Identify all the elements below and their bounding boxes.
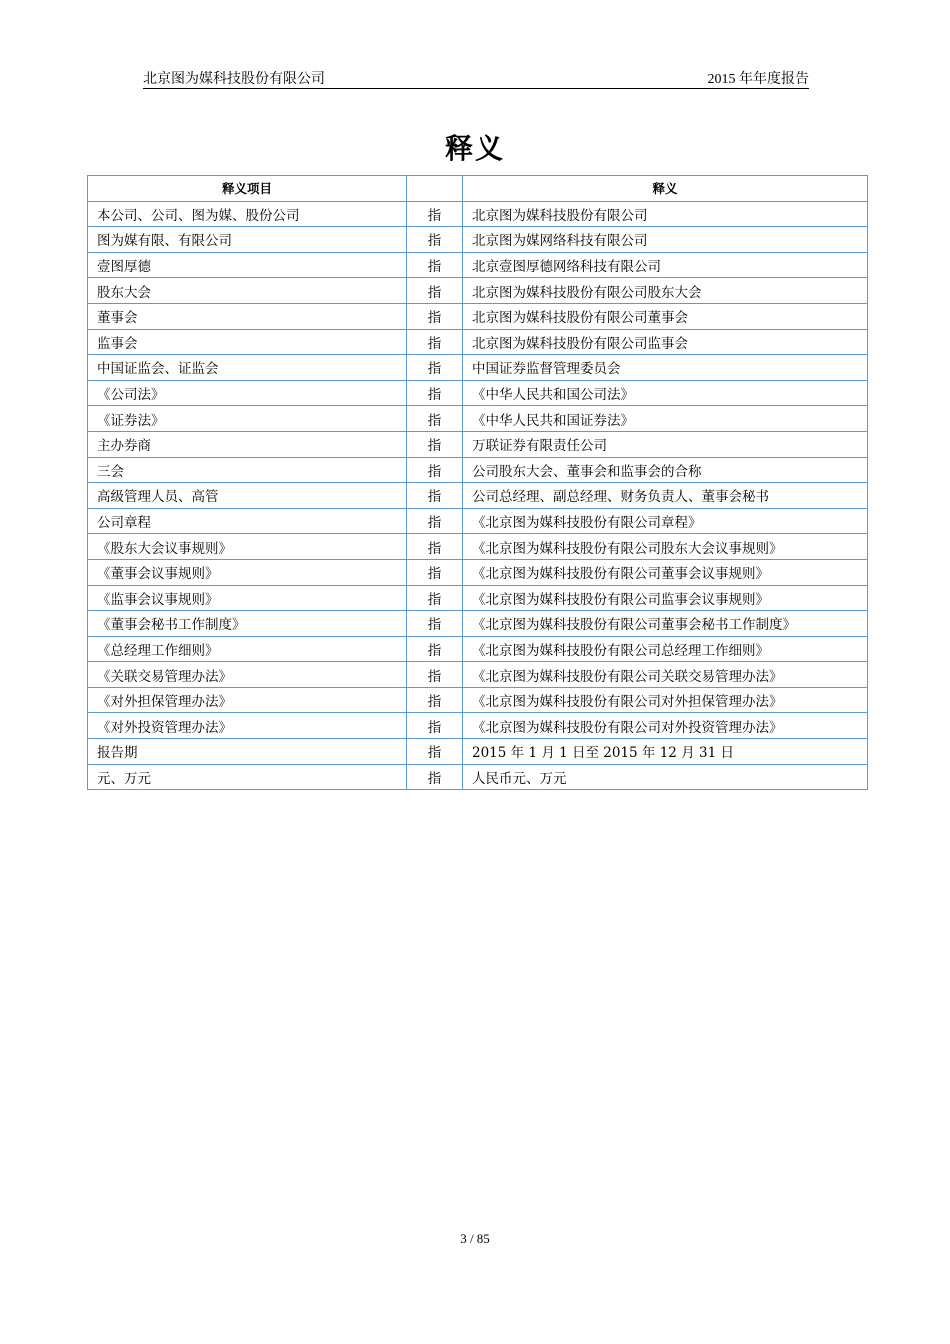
term-cell: 《总经理工作细则》 xyxy=(88,636,407,662)
table-row xyxy=(88,201,868,227)
table-row xyxy=(88,764,868,790)
table-row xyxy=(88,303,868,329)
definition-cell: 北京图为媒科技股份有限公司 xyxy=(463,201,868,227)
table-row xyxy=(88,380,868,406)
definition-cell: 2015 年 1 月 1 日至 2015 年 12 月 31 日 xyxy=(463,739,868,765)
definition-cell: 《北京图为媒科技股份有限公司股东大会议事规则》 xyxy=(463,534,868,560)
refers-cell: 指 xyxy=(407,303,463,329)
refers-cell: 指 xyxy=(407,559,463,585)
term-cell: 图为媒有限、有限公司 xyxy=(88,227,407,253)
term-cell: 《公司法》 xyxy=(88,380,407,406)
refers-cell: 指 xyxy=(407,611,463,637)
refers-cell: 指 xyxy=(407,483,463,509)
term-cell: 监事会 xyxy=(88,329,407,355)
term-cell: 本公司、公司、图为媒、股份公司 xyxy=(88,201,407,227)
definition-cell: 《中华人民共和国证券法》 xyxy=(463,406,868,432)
table-row xyxy=(88,329,868,355)
definition-cell: 北京图为媒科技股份有限公司董事会 xyxy=(463,303,868,329)
refers-cell: 指 xyxy=(407,355,463,381)
definition-cell: 公司总经理、副总经理、财务负责人、董事会秘书 xyxy=(463,483,868,509)
refers-cell: 指 xyxy=(407,636,463,662)
header-term: 释义项目 xyxy=(88,176,407,202)
definition-cell: 北京壹图厚德网络科技有限公司 xyxy=(463,252,868,278)
term-cell: 公司章程 xyxy=(88,508,407,534)
refers-cell: 指 xyxy=(407,278,463,304)
table-body xyxy=(88,201,868,790)
term-cell: 《董事会秘书工作制度》 xyxy=(88,611,407,637)
header-company-name: 北京图为媒科技股份有限公司 xyxy=(143,71,325,87)
term-cell: 《监事会议事规则》 xyxy=(88,585,407,611)
refers-cell: 指 xyxy=(407,739,463,765)
definition-cell: 《北京图为媒科技股份有限公司监事会议事规则》 xyxy=(463,585,868,611)
refers-cell: 指 xyxy=(407,431,463,457)
refers-cell: 指 xyxy=(407,764,463,790)
table-row xyxy=(88,227,868,253)
term-cell: 报告期 xyxy=(88,739,407,765)
table-row xyxy=(88,559,868,585)
page-header xyxy=(143,66,809,89)
refers-cell: 指 xyxy=(407,252,463,278)
table-row xyxy=(88,687,868,713)
refers-cell: 指 xyxy=(407,457,463,483)
table-row xyxy=(88,252,868,278)
table-row xyxy=(88,739,868,765)
header-definition: 释义 xyxy=(463,176,868,202)
page-title: 释义 xyxy=(444,132,505,165)
refers-cell: 指 xyxy=(407,534,463,560)
definition-cell: 《北京图为媒科技股份有限公司董事会秘书工作制度》 xyxy=(463,611,868,637)
definition-cell: 公司股东大会、董事会和监事会的合称 xyxy=(463,457,868,483)
definition-cell: 《北京图为媒科技股份有限公司对外投资管理办法》 xyxy=(463,713,868,739)
table-row xyxy=(88,457,868,483)
definition-cell: 《北京图为媒科技股份有限公司总经理工作细则》 xyxy=(463,636,868,662)
definition-cell: 北京图为媒科技股份有限公司股东大会 xyxy=(463,278,868,304)
refers-cell: 指 xyxy=(407,201,463,227)
term-cell: 壹图厚德 xyxy=(88,252,407,278)
term-cell: 主办券商 xyxy=(88,431,407,457)
definition-cell: 人民币元、万元 xyxy=(463,764,868,790)
page-number: 3 / 85 xyxy=(460,1231,490,1246)
table-row xyxy=(88,585,868,611)
table-row xyxy=(88,508,868,534)
refers-cell: 指 xyxy=(407,227,463,253)
refers-cell: 指 xyxy=(407,585,463,611)
header-refers xyxy=(407,176,463,202)
term-cell: 元、万元 xyxy=(88,764,407,790)
definition-cell: 《北京图为媒科技股份有限公司董事会议事规则》 xyxy=(463,559,868,585)
definition-cell: 《北京图为媒科技股份有限公司对外担保管理办法》 xyxy=(463,687,868,713)
term-cell: 《对外担保管理办法》 xyxy=(88,687,407,713)
definition-cell: 《北京图为媒科技股份有限公司章程》 xyxy=(463,508,868,534)
table-row xyxy=(88,534,868,560)
refers-cell: 指 xyxy=(407,380,463,406)
definition-cell: 《中华人民共和国公司法》 xyxy=(463,380,868,406)
definition-cell: 万联证券有限责任公司 xyxy=(463,431,868,457)
term-cell: 《证券法》 xyxy=(88,406,407,432)
table-row xyxy=(88,278,868,304)
definition-cell: 《北京图为媒科技股份有限公司关联交易管理办法》 xyxy=(463,662,868,688)
term-cell: 《关联交易管理办法》 xyxy=(88,662,407,688)
table-row xyxy=(88,431,868,457)
table-row xyxy=(88,662,868,688)
definition-cell: 北京图为媒网络科技有限公司 xyxy=(463,227,868,253)
definition-cell: 中国证券监督管理委员会 xyxy=(463,355,868,381)
term-cell: 《对外投资管理办法》 xyxy=(88,713,407,739)
refers-cell: 指 xyxy=(407,687,463,713)
table-row xyxy=(88,713,868,739)
table-row xyxy=(88,406,868,432)
refers-cell: 指 xyxy=(407,508,463,534)
table-row xyxy=(88,355,868,381)
refers-cell: 指 xyxy=(407,406,463,432)
term-cell: 《董事会议事规则》 xyxy=(88,559,407,585)
refers-cell: 指 xyxy=(407,662,463,688)
refers-cell: 指 xyxy=(407,329,463,355)
refers-cell: 指 xyxy=(407,713,463,739)
definition-cell: 北京图为媒科技股份有限公司监事会 xyxy=(463,329,868,355)
term-cell: 高级管理人员、高管 xyxy=(88,483,407,509)
table-row xyxy=(88,636,868,662)
table-header-row xyxy=(88,176,868,202)
header-report-title: 2015 年年度报告 xyxy=(707,72,809,87)
term-cell: 董事会 xyxy=(88,303,407,329)
definitions-table xyxy=(87,175,868,790)
term-cell: 三会 xyxy=(88,457,407,483)
table-row xyxy=(88,483,868,509)
term-cell: 中国证监会、证监会 xyxy=(88,355,407,381)
term-cell: 股东大会 xyxy=(88,278,407,304)
table-row xyxy=(88,611,868,637)
term-cell: 《股东大会议事规则》 xyxy=(88,534,407,560)
